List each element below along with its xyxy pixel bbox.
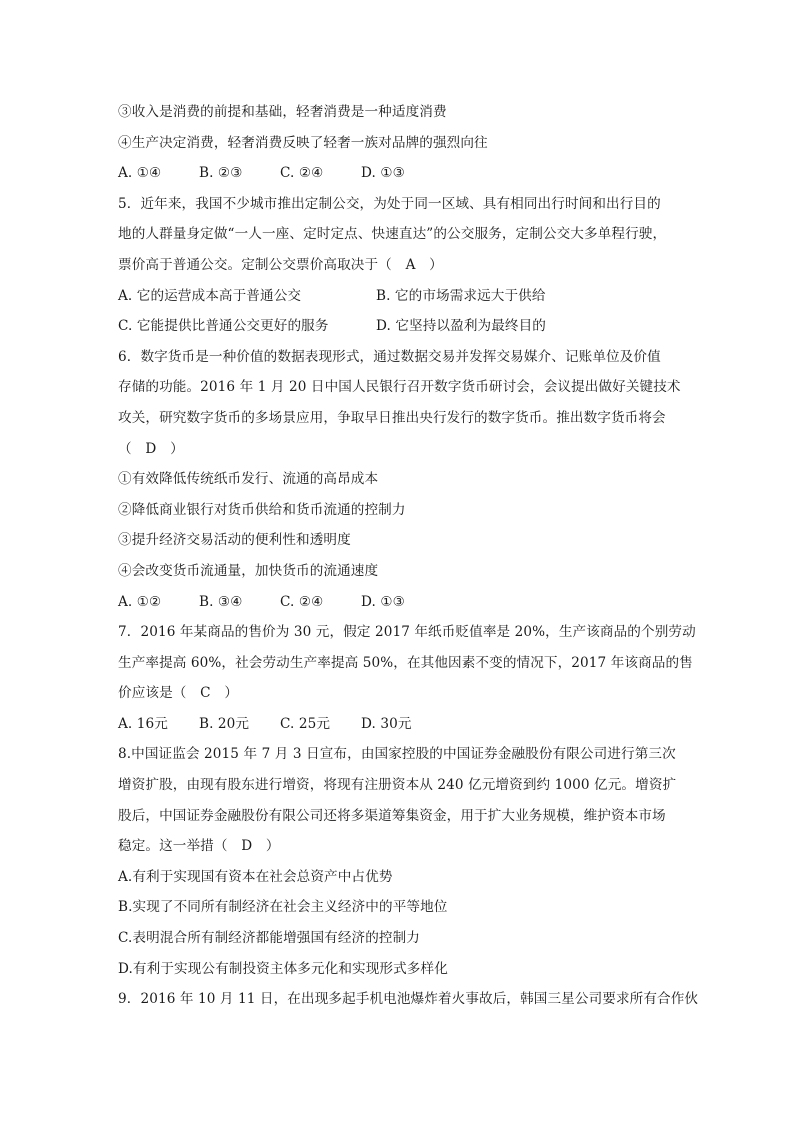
q7-options (118, 709, 688, 740)
q8-stem-line-1: 8.中国证监会 2015 年 7 月 3 日宣布，由国家控股的中国证券金融股份有限公司进行第三次 (118, 746, 676, 763)
q5-options-row-1 (118, 281, 688, 312)
q6-option-c: C. ②④ (280, 593, 324, 610)
q6-item-4: ④会改变货币流通量，加快货币的流通速度 (118, 562, 379, 579)
q8-option-b: B.实现了不同所有制经济在社会主义经济中的平等地位 (118, 899, 448, 916)
q5-option-d: D. 它坚持以盈利为最终目的 (376, 318, 546, 335)
q8-option-a: A.有利于实现国有资本在社会总资产中占优势 (118, 868, 393, 885)
q6-item-2: ②降低商业银行对货币供给和货币流通的控制力 (118, 501, 406, 518)
exam-page (118, 97, 699, 1015)
q6-options (118, 587, 688, 618)
q5-stem-line-2: 地的人群量身定做“一人一座、定时定点、快速直达”的公交服务，定制公交大多单程行驶， (118, 226, 667, 243)
q5-stem-line-1: 5．近年来，我国不少城市推出定制公交，为处于同一区域、具有相同出行时间和出行目的 (118, 195, 661, 212)
q4-option-b: B. ②③ (199, 165, 243, 182)
q4-option-c: C. ②④ (280, 165, 324, 182)
q7-stem-line-3: 价应该是（ C ） (118, 685, 239, 702)
q8-stem-line-3: 股后，中国证券金融股份有限公司还将多渠道筹集资金，用于扩大业务规模，维护资本市场 (118, 807, 666, 824)
q7-option-b: B. 20元 (199, 715, 250, 732)
q8-stem-line-4: 稳定。这一举措（ D ） (118, 838, 280, 855)
q5-stem-line-3: 票价高于普通公交。定制公交票价高取决于（ A ） (118, 256, 443, 273)
q6-item-1: ①有效降低传统纸币发行、流通的高昂成本 (118, 471, 379, 488)
q5-options-row-2 (118, 311, 688, 342)
q5-option-c: C. 它能提供比普通公交更好的服务 (118, 318, 329, 335)
q8-option-d: D.有利于实现公有制投资主体多元化和实现形式多样化 (118, 960, 448, 977)
q7-stem-line-2: 生产率提高 60%，社会劳动生产率提高 50%，在其他因素不变的情况下，2017 年该商品的售 (118, 654, 693, 671)
q7-option-d: D. 30元 (361, 715, 412, 732)
q6-option-d: D. ①③ (361, 593, 405, 610)
q4-option-a: A. ①④ (118, 165, 162, 182)
q4-item-4: ④生产决定消费，轻奢消费反映了轻奢一族对品牌的强烈向往 (118, 134, 488, 151)
q6-item-3: ③提升经济交易活动的便利性和透明度 (118, 532, 351, 549)
q4-item-3: ③收入是消费的前提和基础，轻奢消费是一种适度消费 (118, 104, 447, 120)
q7-option-a: A. 16元 (118, 715, 168, 732)
q9-stem-line-1: 9．2016 年 10 月 11 日，在出现多起手机电池爆炸着火事故后，韩国三星公司要求所有合作伙 (118, 991, 699, 1008)
q6-stem-line-1: 6．数字货币是一种价值的数据表现形式，通过数据交易并发挥交易媒介、记账单位及价值 (118, 348, 661, 365)
q6-stem-line-2: 存储的功能。2016 年 1 月 20 日中国人民银行召开数字货币研讨会，会议提出做好关键技术 (118, 379, 681, 396)
q6-stem-line-4: （ D ） (118, 440, 184, 457)
q8-option-c: C.表明混合所有制经济都能增强国有经济的控制力 (118, 930, 421, 947)
q4-option-d: D. ①③ (361, 165, 405, 182)
q6-option-b: B. ③④ (199, 593, 243, 610)
q5-option-b: B. 它的市场需求远大于供给 (376, 287, 546, 304)
q4-options (118, 158, 688, 189)
q8-stem-line-2: 增资扩股，由现有股东进行增资，将现有注册资本从 240 亿元增资到约 1000 亿元。增资扩 (118, 777, 677, 794)
q7-stem-line-1: 7．2016 年某商品的售价为 30 元，假定 2017 年纸币贬值率是 20%，生产该商品的个别劳动 (118, 624, 696, 641)
q5-option-a: A. 它的运营成本高于普通公交 (118, 287, 302, 304)
q7-option-c: C. 25元 (280, 715, 331, 732)
q6-stem-line-3: 攻关，研究数字货币的多场景应用，争取早日推出央行发行的数字货币。推出数字货币将会 (118, 409, 666, 426)
q6-option-a: A. ①② (118, 593, 162, 610)
